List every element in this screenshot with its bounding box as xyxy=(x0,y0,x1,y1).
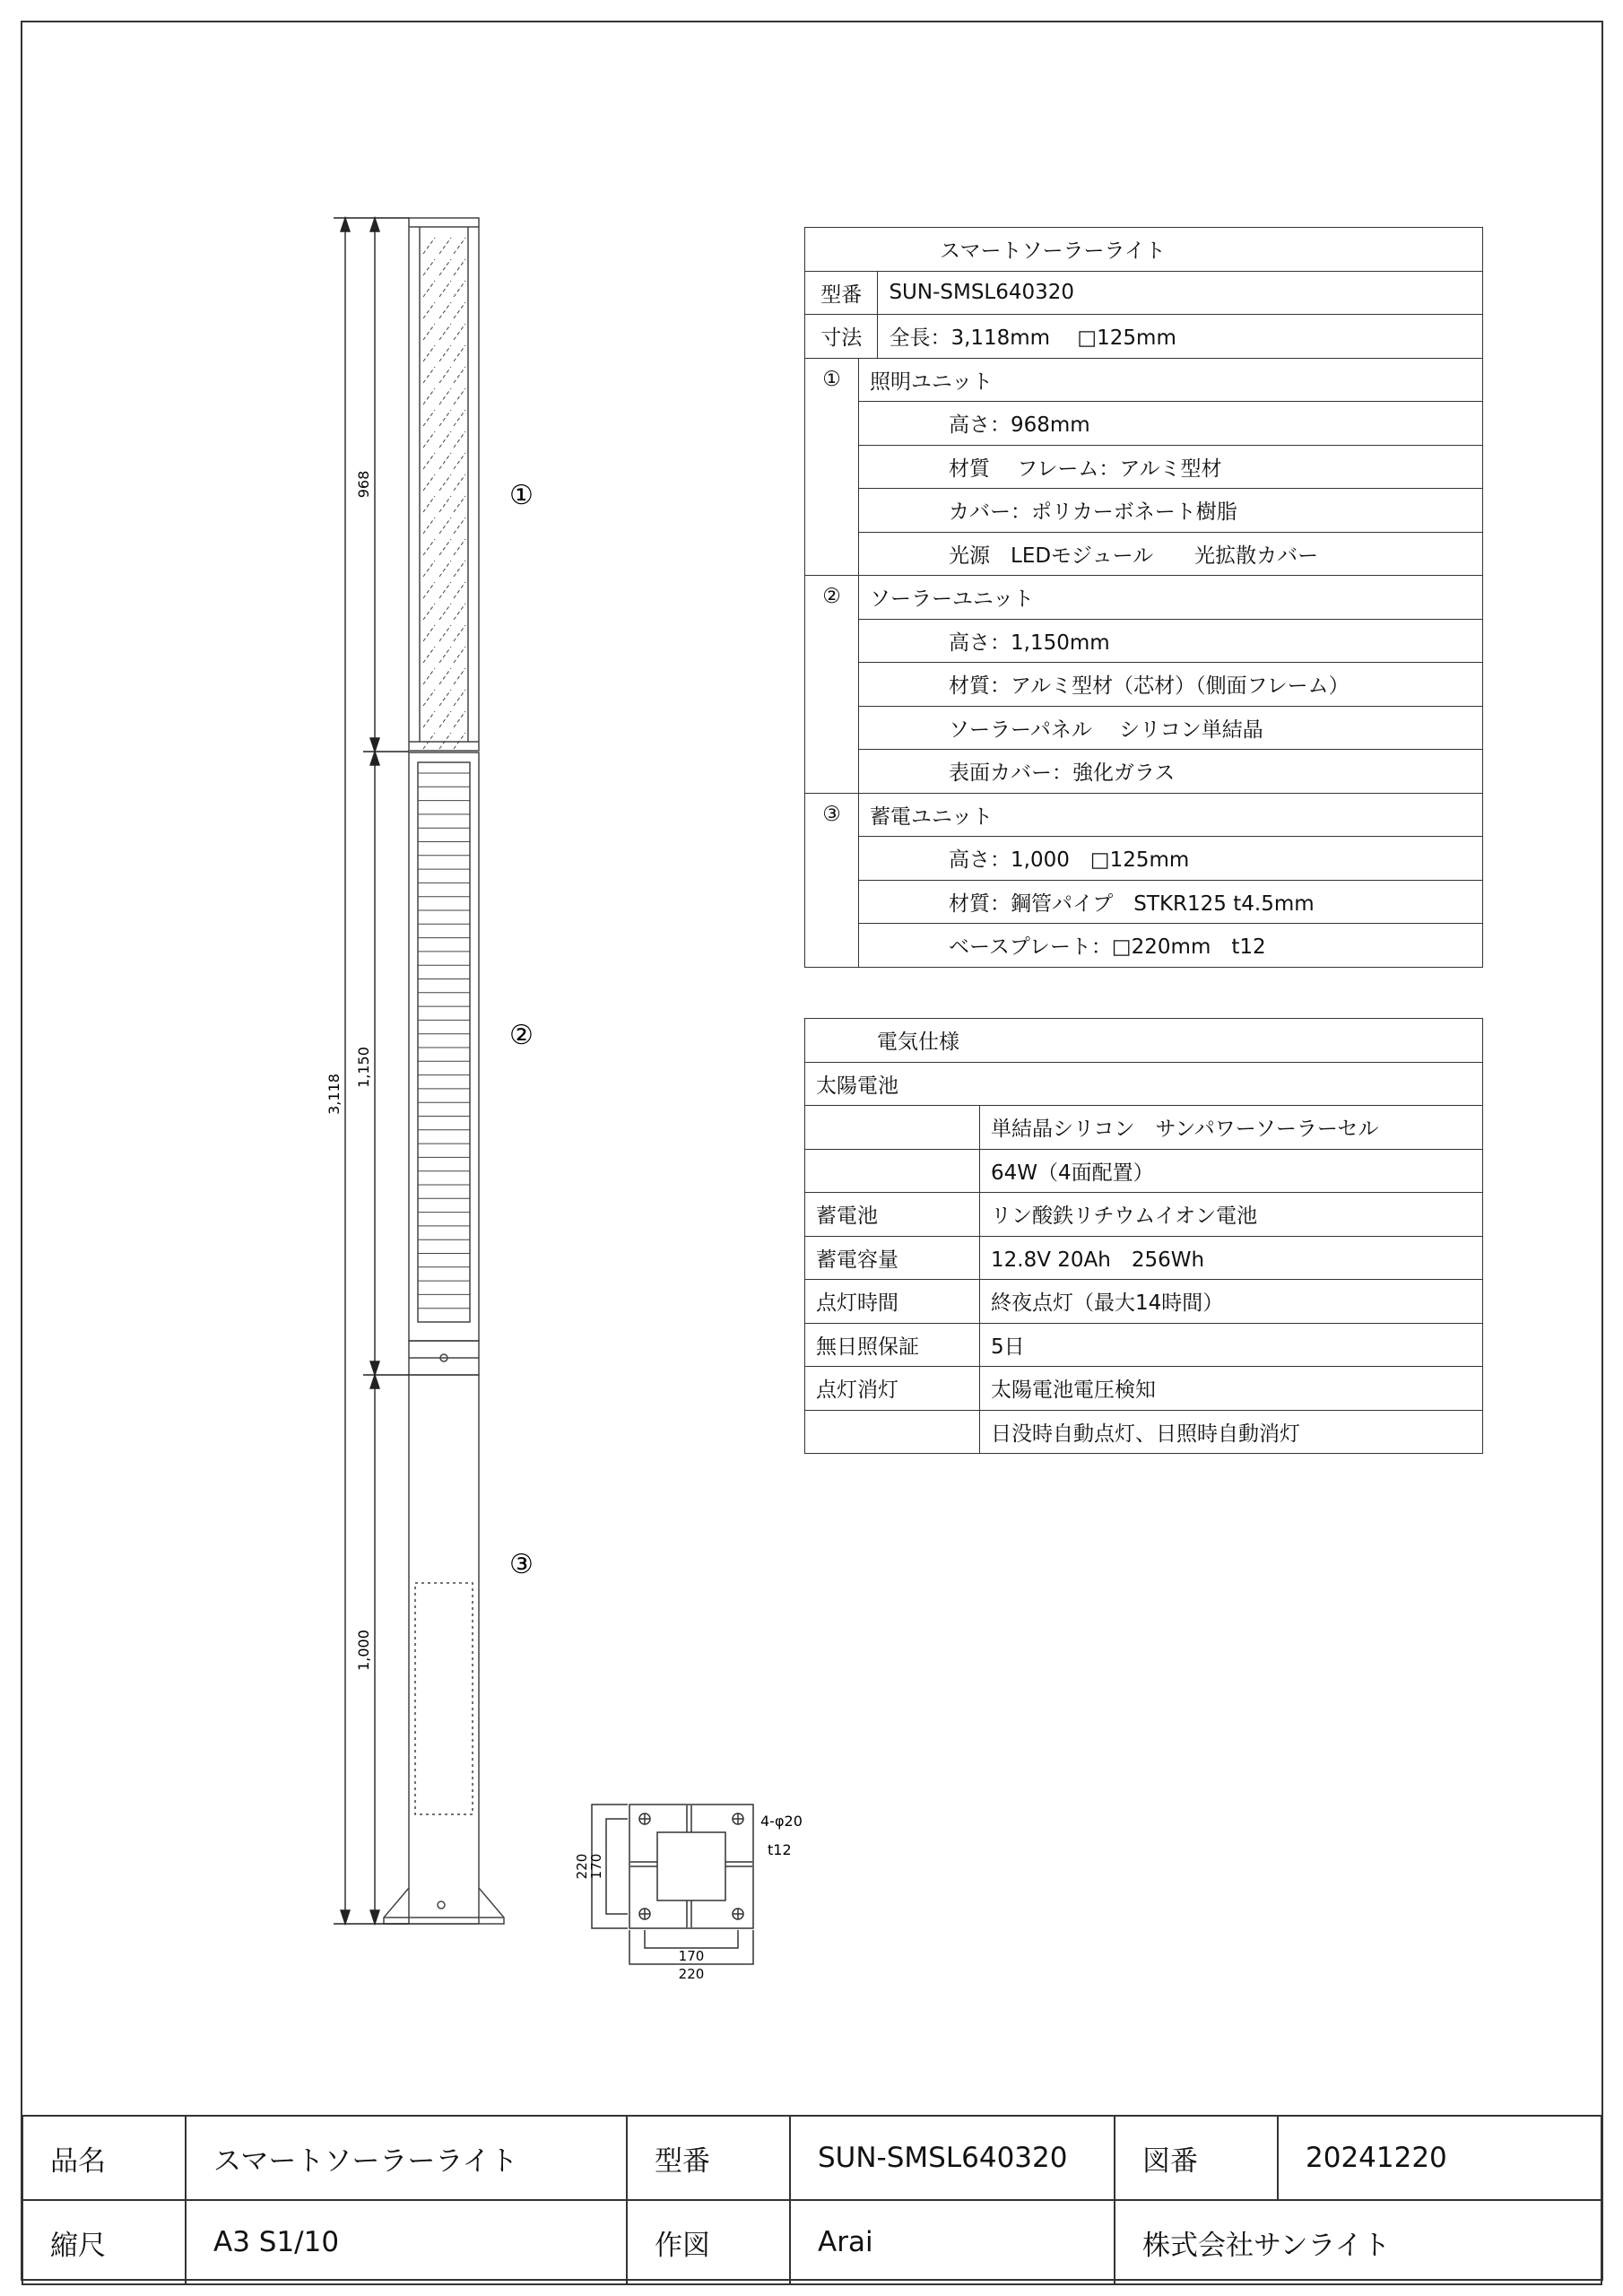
unit1-row: 高さ：968mm xyxy=(859,402,1483,446)
electrical-value: リン酸鉄リチウムイオン電池 xyxy=(980,1193,1483,1237)
battery-unit xyxy=(409,1375,479,1924)
hatch-line xyxy=(439,496,451,512)
hatch-line xyxy=(439,604,451,620)
hatch-line xyxy=(439,324,451,340)
electrical-key: 蓄電容量 xyxy=(805,1236,980,1280)
unit1-name: 照明ユニット xyxy=(859,358,1483,402)
solar-unit xyxy=(409,752,479,1341)
base-holes-label: 4-φ20 xyxy=(760,1813,803,1830)
hatch-line xyxy=(423,668,435,684)
hatch-line xyxy=(454,517,465,534)
hatch-line xyxy=(423,324,435,340)
product-label: 品名 xyxy=(22,2116,186,2200)
hatch-line xyxy=(454,410,465,426)
electrical-key: 点灯消灯 xyxy=(805,1367,980,1411)
hatch-line xyxy=(454,367,465,383)
unit1-row: 材質 フレーム：アルミ型材 xyxy=(859,445,1483,489)
scale-value: A3 S1/10 xyxy=(186,2200,627,2284)
hatch-line xyxy=(439,431,451,448)
hatch-line xyxy=(454,302,465,318)
hatch-line xyxy=(454,561,465,577)
electrical-spec-table xyxy=(804,1018,1483,1454)
unit2-name: ソーラーユニット xyxy=(859,576,1483,620)
electrical-value: 太陽電池電圧検知 xyxy=(980,1367,1483,1411)
hatch-line xyxy=(423,302,435,318)
hatch-line xyxy=(423,410,435,426)
hatch-line xyxy=(439,582,451,598)
scale-label: 縮尺 xyxy=(22,2200,186,2284)
unit1-number: ① xyxy=(805,358,859,576)
base-dim-inner-v: 170 xyxy=(588,1853,604,1880)
hatch-line xyxy=(423,474,435,491)
hatch-line xyxy=(423,647,435,663)
hatch-line xyxy=(454,539,465,555)
hatch-line xyxy=(439,517,451,534)
marker-unit2: ② xyxy=(509,1020,534,1051)
model-value: SUN-SMSL640320 xyxy=(790,2116,1115,2200)
unit1-row: 光源 LEDモジュール 光拡散カバー xyxy=(859,532,1483,576)
electrical-key: 点灯時間 xyxy=(805,1280,980,1324)
hatch-line xyxy=(423,561,435,577)
hatch-line xyxy=(454,496,465,512)
spec-size-label: 寸法 xyxy=(805,315,878,359)
hatch-line xyxy=(423,259,435,275)
hatch-line xyxy=(439,388,451,404)
hatch-line xyxy=(454,259,465,275)
pole-drawing xyxy=(384,218,504,1924)
hatch-line xyxy=(439,690,451,706)
hatch-line xyxy=(454,324,465,340)
marker-unit3: ③ xyxy=(509,1549,534,1580)
hatch-line xyxy=(439,561,451,577)
diffuser-hatching xyxy=(423,238,465,749)
dim-unit3: 1,000 xyxy=(355,1630,372,1671)
hatch-line xyxy=(439,453,451,469)
unit2-row: 高さ：1,150mm xyxy=(859,619,1483,663)
electrical-value: 終夜点灯（最大14時間） xyxy=(980,1280,1483,1324)
unit2-row: ソーラーパネル シリコン単結晶 xyxy=(859,706,1483,750)
hatch-line xyxy=(439,259,451,275)
electrical-value: 日没時自動点灯、日照時自動消灯 xyxy=(980,1410,1483,1454)
hatch-line xyxy=(454,431,465,448)
unit3-name: 蓄電ユニット xyxy=(859,793,1483,837)
dim-unit2: 1,150 xyxy=(355,1047,372,1088)
spec-model-label: 型番 xyxy=(805,271,878,315)
title-block xyxy=(22,2115,1602,2285)
hatch-line xyxy=(439,238,451,254)
hatch-line xyxy=(439,668,451,684)
hatch-line xyxy=(439,711,451,727)
company-name: 株式会社サンライト xyxy=(1115,2200,1601,2284)
dim-total: 3,118 xyxy=(325,1074,343,1115)
hatch-line xyxy=(439,625,451,641)
hatch-line xyxy=(454,453,465,469)
hatch-line xyxy=(439,302,451,318)
electrical-key xyxy=(805,1149,980,1193)
electrical-key: 太陽電池 xyxy=(805,1062,1483,1106)
electrical-title: 電気仕様 xyxy=(805,1019,1483,1063)
drawn-label: 作図 xyxy=(627,2200,790,2284)
electrical-value: 64W（4面配置） xyxy=(980,1149,1483,1193)
dim-unit1: 968 xyxy=(355,470,372,499)
drawn-value: Arai xyxy=(790,2200,1115,2284)
hatch-line xyxy=(454,281,465,297)
spec-model-value: SUN-SMSL640320 xyxy=(878,271,1483,315)
hatch-line xyxy=(454,668,465,684)
hatch-line xyxy=(423,690,435,706)
electrical-value: 5日 xyxy=(980,1323,1483,1367)
hatch-line xyxy=(439,410,451,426)
spec-size-value: 全長：3,118mm □125mm xyxy=(878,315,1483,359)
base-thickness-label: t12 xyxy=(768,1841,792,1858)
unit2-row: 材質：アルミ型材（芯材）（側面フレーム） xyxy=(859,663,1483,707)
hatch-line xyxy=(423,281,435,297)
hatch-line xyxy=(439,539,451,555)
drawing-no-label: 図番 xyxy=(1115,2116,1278,2200)
hatch-line xyxy=(454,625,465,641)
hatch-line xyxy=(423,496,435,512)
electrical-key: 無日照保証 xyxy=(805,1323,980,1367)
unit3-row: 材質：鋼管パイプ STKR125 t4.5mm xyxy=(859,880,1483,924)
solar-panel-slats xyxy=(418,773,470,1309)
spec-title: スマートソーラーライト xyxy=(805,228,1483,272)
hatch-line xyxy=(423,604,435,620)
hatch-line xyxy=(423,517,435,534)
hatch-line xyxy=(423,453,435,469)
hatch-line xyxy=(454,388,465,404)
hatch-line xyxy=(423,733,435,749)
electrical-value: 単結晶シリコン サンパワーソーラーセル xyxy=(980,1106,1483,1150)
hatch-line xyxy=(439,345,451,361)
hatch-line xyxy=(439,281,451,297)
hatch-line xyxy=(454,690,465,706)
marker-unit1: ① xyxy=(509,480,534,511)
hatch-line xyxy=(423,345,435,361)
base-dim-outer-h: 220 xyxy=(678,1966,705,1982)
electrical-key xyxy=(805,1410,980,1454)
base-plate-detail xyxy=(592,1805,753,1964)
model-label: 型番 xyxy=(627,2116,790,2200)
electrical-key xyxy=(805,1106,980,1150)
hatch-line xyxy=(454,345,465,361)
hatch-line xyxy=(423,539,435,555)
hatch-line xyxy=(454,711,465,727)
hatch-line xyxy=(423,711,435,727)
electrical-value: 12.8V 20Ah 256Wh xyxy=(980,1236,1483,1280)
hatch-line xyxy=(423,238,435,254)
unit3-row: ベースプレート：□220mm t12 xyxy=(859,924,1483,968)
hatch-line xyxy=(423,431,435,448)
electrical-key: 蓄電池 xyxy=(805,1193,980,1237)
hatch-line xyxy=(454,238,465,254)
hatch-line xyxy=(439,733,451,749)
hatch-line xyxy=(439,474,451,491)
hatch-line xyxy=(423,367,435,383)
hatch-line xyxy=(454,604,465,620)
unit2-row: 表面カバー：強化ガラス xyxy=(859,750,1483,794)
hatch-line xyxy=(439,647,451,663)
unit3-row: 高さ：1,000 □125mm xyxy=(859,837,1483,881)
product-value: スマートソーラーライト xyxy=(186,2116,627,2200)
unit3-number: ③ xyxy=(805,793,859,967)
hatch-line xyxy=(423,625,435,641)
hatch-line xyxy=(454,647,465,663)
unit1-row: カバー：ポリカーボネート樹脂 xyxy=(859,489,1483,533)
hatch-line xyxy=(423,582,435,598)
hatch-line xyxy=(454,582,465,598)
hatch-line xyxy=(439,367,451,383)
spec-table xyxy=(804,227,1483,968)
unit2-number: ② xyxy=(805,576,859,794)
drawing-no-value: 20241220 xyxy=(1278,2116,1601,2200)
hatch-line xyxy=(454,474,465,491)
base-dim-inner-h: 170 xyxy=(678,1948,705,1964)
base-dim-outer-v: 220 xyxy=(574,1853,590,1880)
hatch-line xyxy=(454,733,465,749)
hatch-line xyxy=(423,388,435,404)
